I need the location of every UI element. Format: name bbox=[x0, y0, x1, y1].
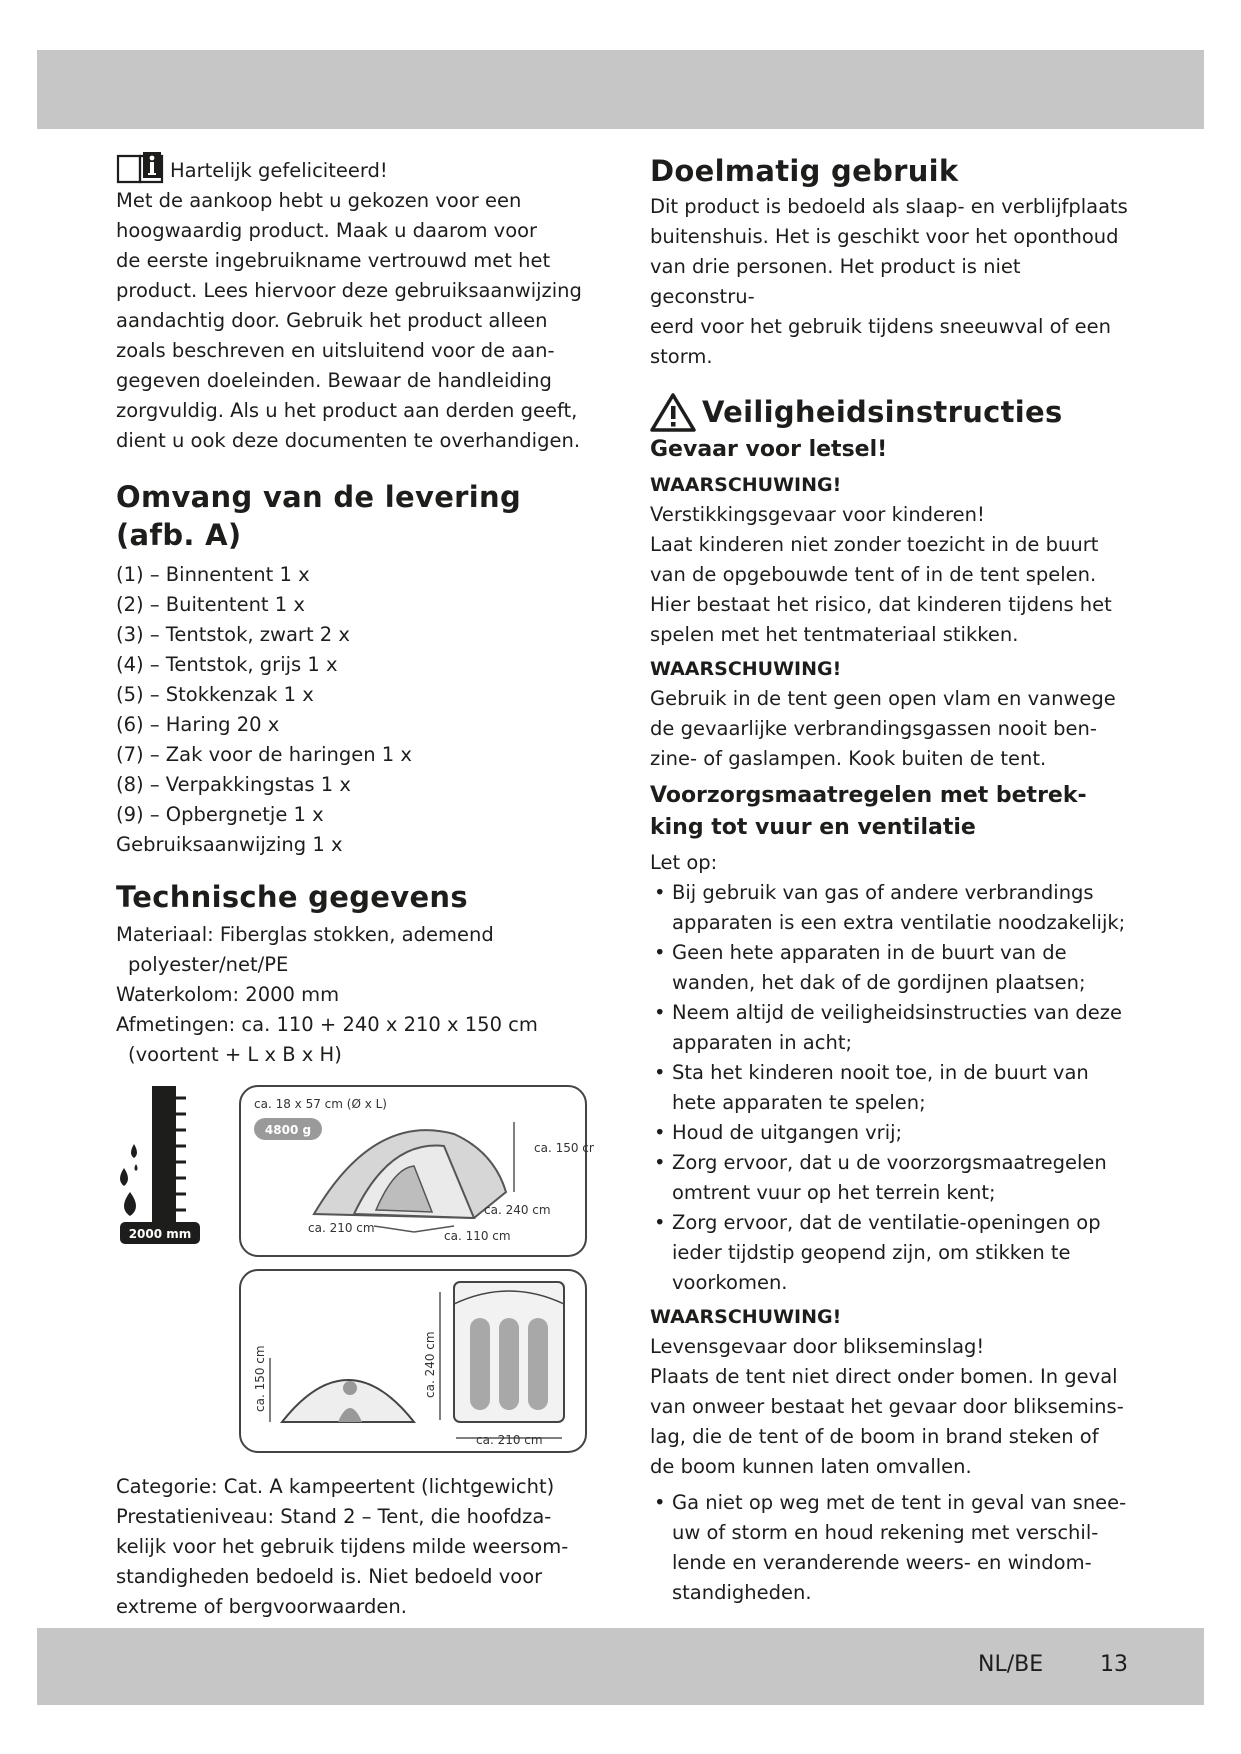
tech-section bbox=[116, 878, 601, 1622]
list-item: • Zorg ervoor, dat u de voorzorgsmaatregelen omtrent vuur op het terrein kent; bbox=[650, 1148, 1130, 1208]
delivery-section bbox=[116, 478, 601, 860]
warning-line: Levensgevaar door blikseminslag! bbox=[650, 1335, 985, 1358]
list-item: • Geen hete apparaten in de buurt van de wanden, het dak of de gordijnen plaatsen; bbox=[650, 938, 1130, 998]
delivery-list bbox=[116, 560, 601, 860]
tech-dimensions-cont: (voortent + L x B x H) bbox=[128, 1043, 342, 1066]
delivery-title: Omvang van de levering (afb. A) bbox=[116, 480, 522, 552]
intro-line: Met de aankoop hebt u gekozen voor een bbox=[116, 189, 522, 212]
list-item: (5) – Stokkenzak 1 x bbox=[116, 683, 314, 706]
category-line: Prestatieniveau: Stand 2 – Tent, die hoofdza- bbox=[116, 1505, 552, 1528]
warning-line: Verstikkingsgevaar voor kinderen! bbox=[650, 503, 985, 526]
category-line: standigheden bedoeld is. Niet bedoeld voor bbox=[116, 1565, 543, 1588]
warning-line: Laat kinderen niet zonder toezicht in de buurt bbox=[650, 533, 1099, 556]
list-item: Gebruiksaanwijzing 1 x bbox=[116, 833, 343, 856]
page-number: 13 bbox=[1100, 1652, 1128, 1677]
header-band bbox=[37, 50, 1204, 129]
intro-line: product. Lees hiervoor deze gebruiksaanwijzing bbox=[116, 279, 582, 302]
rain-drop-icon bbox=[120, 1144, 138, 1216]
purpose-line: storm. bbox=[650, 345, 713, 368]
list-item: (1) – Binnentent 1 x bbox=[116, 563, 310, 586]
safety-title: Veiligheidsinstructies bbox=[702, 395, 1063, 429]
tech-title: Technische gegevens bbox=[116, 880, 468, 914]
side-height-label: ca. 150 cm bbox=[253, 1345, 267, 1412]
top-length-label: ca. 240 cm bbox=[423, 1331, 437, 1398]
category-line: Categorie: Cat. A kampeertent (lichtgewicht) bbox=[116, 1475, 555, 1498]
list-item: • Bij gebruik van gas of andere verbrandings apparaten is een extra ventilatie noodzakelijk; bbox=[650, 878, 1130, 938]
list-item: • Ga niet op weg met de tent in geval van snee- uw of storm en houd rekening met verschil- lende en veranderende weers- en windom- standigheden. bbox=[650, 1488, 1130, 1608]
intro-section bbox=[116, 150, 601, 456]
warning-line: zine- of gaslampen. Kook buiten de tent. bbox=[650, 747, 1047, 770]
tent-illustration bbox=[314, 1130, 506, 1218]
list-item: • Neem altijd de veiligheidsinstructies van deze apparaten in acht; bbox=[650, 998, 1130, 1058]
list-item: • Houd de uitgangen vrij; bbox=[650, 1118, 1130, 1148]
intro-line: dient u ook deze documenten te overhandigen. bbox=[116, 429, 581, 452]
warning-triangle-icon bbox=[650, 392, 696, 432]
weather-list bbox=[650, 1488, 1130, 1608]
tech-water: Waterkolom: 2000 mm bbox=[116, 983, 340, 1006]
purpose-section bbox=[650, 152, 1130, 372]
purpose-line: buitenshuis. Het is geschikt voor het oponthoud bbox=[650, 225, 1119, 248]
manual-info-icon bbox=[116, 150, 166, 186]
warning-line: van de opgebouwde tent of in de tent spelen. bbox=[650, 563, 1097, 586]
category-line: extreme of bergvoorwaarden. bbox=[116, 1595, 407, 1618]
list-item: (9) – Opbergnetje 1 x bbox=[116, 803, 324, 826]
water-column-label: 2000 mm bbox=[128, 1227, 192, 1241]
intro-line: zorgvuldig. Als u het product aan derden geeft, bbox=[116, 399, 578, 422]
length-label: ca. 240 cm bbox=[484, 1203, 551, 1217]
front-view bbox=[270, 1358, 414, 1422]
warning-label: WAARSCHUWING! bbox=[650, 1306, 842, 1328]
warning-line: de gevaarlijke verbrandingsgassen nooit ben- bbox=[650, 717, 1097, 740]
purpose-title: Doelmatig gebruik bbox=[650, 154, 959, 188]
warning-label: WAARSCHUWING! bbox=[650, 474, 842, 496]
tent-diagram bbox=[114, 1082, 594, 1462]
list-item: • Zorg ervoor, dat de ventilatie-openingen op ieder tijdstip geopend zijn, om stikken te voorkomen. bbox=[650, 1208, 1130, 1298]
bag-size-label: ca. 18 x 57 cm (Ø x L) bbox=[254, 1097, 387, 1111]
warning-line: lag, die de tent of de boom in brand steken of bbox=[650, 1425, 1099, 1448]
intro-line: hoogwaardig product. Maak u daarom voor bbox=[116, 219, 538, 242]
purpose-line: Dit product is bedoeld als slaap- en verblijfplaats bbox=[650, 195, 1128, 218]
warning-line: Hier bestaat het risico, dat kinderen tijdens het bbox=[650, 593, 1112, 616]
vestibule-label: ca. 110 cm bbox=[444, 1229, 511, 1243]
precautions-list bbox=[650, 878, 1130, 1298]
list-item: • Sta het kinderen nooit toe, in de buurt van hete apparaten te spelen; bbox=[650, 1058, 1130, 1118]
list-item: (7) – Zak voor de haringen 1 x bbox=[116, 743, 412, 766]
intro-line: zoals beschreven en uitsluitend voor de aan- bbox=[116, 339, 555, 362]
category-line: kelijk voor het gebruik tijdens milde weersom- bbox=[116, 1535, 569, 1558]
safety-section bbox=[650, 392, 1130, 1608]
tent-figure bbox=[114, 1082, 594, 1462]
list-item: (6) – Haring 20 x bbox=[116, 713, 280, 736]
warning-label: WAARSCHUWING! bbox=[650, 658, 842, 680]
footer-region: NL/BE bbox=[978, 1652, 1044, 1677]
intro-line: de eerste ingebruikname vertrouwd met het bbox=[116, 249, 551, 272]
list-item: (2) – Buitentent 1 x bbox=[116, 593, 305, 616]
intro-greeting: Hartelijk gefeliciteerd! bbox=[170, 159, 388, 182]
water-column-scale bbox=[120, 1086, 200, 1244]
width-label: ca. 210 cm bbox=[308, 1221, 375, 1235]
tech-material: Materiaal: Fiberglas stokken, ademend bbox=[116, 923, 494, 946]
warning-line: spelen met het tentmateriaal stikken. bbox=[650, 623, 1019, 646]
top-view bbox=[440, 1282, 564, 1438]
list-item: (8) – Verpakkingstas 1 x bbox=[116, 773, 351, 796]
tech-dimensions: Afmetingen: ca. 110 + 240 x 210 x 150 cm bbox=[116, 1013, 538, 1036]
warning-line: van onweer bestaat het gevaar door bliksemins- bbox=[650, 1395, 1124, 1418]
intro-line: gegeven doeleinden. Bewaar de handleiding bbox=[116, 369, 552, 392]
warning-line: Plaats de tent niet direct onder bomen. In geval bbox=[650, 1365, 1118, 1388]
warning-line: de boom kunnen laten omvallen. bbox=[650, 1455, 972, 1478]
top-width-label: ca. 210 cm bbox=[476, 1433, 543, 1447]
weight-label: 4800 g bbox=[264, 1123, 312, 1137]
safety-subtitle: Gevaar voor letsel! bbox=[650, 437, 888, 462]
precautions-intro: Let op: bbox=[650, 851, 718, 874]
warning-line: Gebruik in de tent geen open vlam en vanwege bbox=[650, 687, 1116, 710]
list-item: (4) – Tentstok, grijs 1 x bbox=[116, 653, 338, 676]
left-column bbox=[116, 150, 601, 1622]
intro-line: aandachtig door. Gebruik het product alleen bbox=[116, 309, 548, 332]
right-column bbox=[650, 152, 1130, 1608]
purpose-line: eerd voor het gebruik tijdens sneeuwval of een bbox=[650, 315, 1111, 338]
purpose-line: van drie personen. Het product is niet geconstru- bbox=[650, 255, 1021, 308]
tech-material-cont: polyester/net/PE bbox=[128, 953, 289, 976]
list-item: (3) – Tentstok, zwart 2 x bbox=[116, 623, 350, 646]
precautions-title: Voorzorgsmaatregelen met betrek- king tot vuur en ventilatie bbox=[650, 783, 1087, 840]
height-label: ca. 150 cm bbox=[534, 1141, 594, 1155]
